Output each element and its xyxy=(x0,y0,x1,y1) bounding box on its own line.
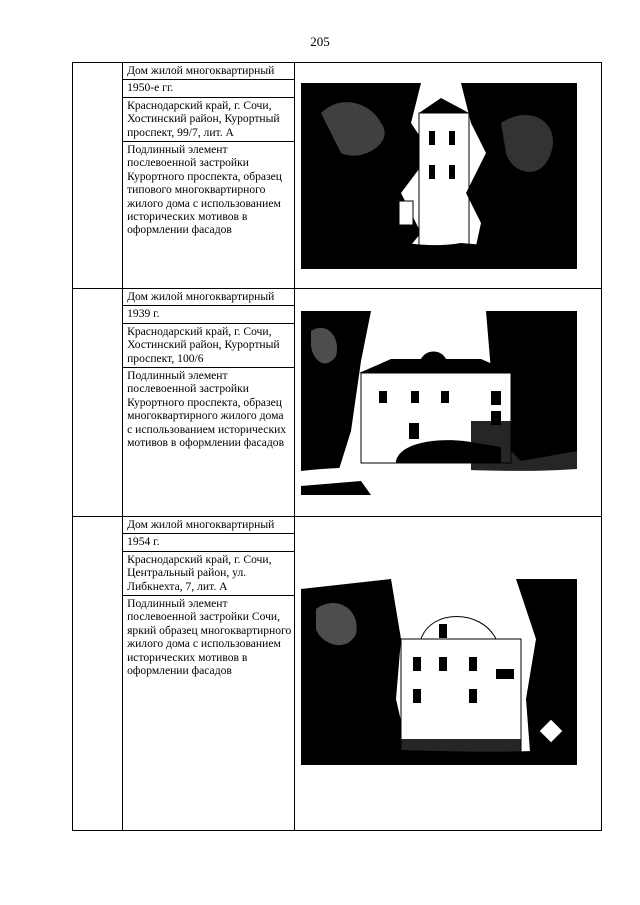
building-photo xyxy=(301,83,577,269)
number-cell xyxy=(73,289,123,517)
description-cell xyxy=(123,63,295,289)
photo-cell xyxy=(295,63,602,289)
object-description: Подлинный элемент послевоенной застройки Сочи, яркий образец многоквартирного жилого дома с использованием исторических мотивов в оформлении фасадов xyxy=(127,597,292,678)
object-address: Краснодарский край, г. Сочи, Хостинский район, Курортный проспект, 100/6 xyxy=(123,324,294,368)
object-date: 1950-е гг. xyxy=(123,80,294,97)
page-number: 205 xyxy=(310,34,330,49)
table-row xyxy=(73,63,602,289)
object-address: Краснодарский край, г. Сочи, Хостинский район, Курортный проспект, 99/7, лит. А xyxy=(123,98,294,142)
object-name: Дом жилой многоквартирный xyxy=(123,63,294,80)
number-cell xyxy=(73,517,123,831)
building-photo xyxy=(301,311,577,495)
building-photo xyxy=(301,579,577,765)
number-cell xyxy=(73,63,123,289)
object-description: Подлинный элемент послевоенной застройки Курортного проспекта, образец типового многоквартирного жилого дома с использованием исторических мотивов в оформлении фасадов xyxy=(127,143,283,237)
object-name: Дом жилой многоквартирный xyxy=(123,289,294,306)
object-name: Дом жилой многоквартирный xyxy=(123,517,294,534)
photo-cell xyxy=(295,517,602,831)
table-row xyxy=(73,517,602,831)
object-description: Подлинный элемент послевоенной застройки Курортного проспекта, образец многоквартирного жилого дома с использованием исторических мотивов в оформлении фасадов xyxy=(127,369,287,450)
table-row xyxy=(73,289,602,517)
description-cell xyxy=(123,289,295,517)
object-address: Краснодарский край, г. Сочи, Центральный район, ул. Либкнехта, 7, лит. А xyxy=(123,552,294,596)
registry-table xyxy=(72,62,602,831)
description-cell xyxy=(123,517,295,831)
object-date: 1954 г. xyxy=(123,534,294,551)
photo-cell xyxy=(295,289,602,517)
object-date: 1939 г. xyxy=(123,306,294,323)
